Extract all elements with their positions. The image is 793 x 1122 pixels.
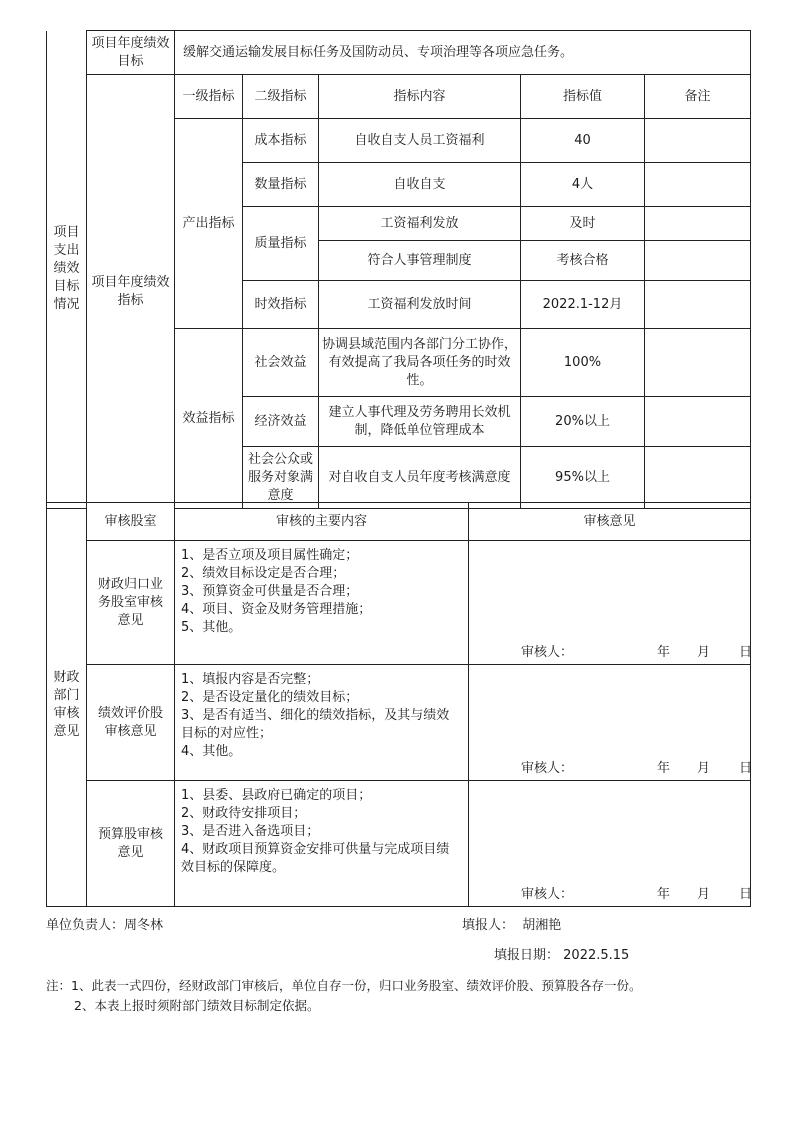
level2-cell: 数量指标 [243,163,319,207]
note-cell [645,281,751,329]
note-cell [645,207,751,241]
level2-cell: 成本指标 [243,119,319,163]
header-level2: 二级指标 [243,75,319,119]
finance-review-label: 财政部门审核意见 [53,669,80,739]
finance-review-label-cell [47,503,87,907]
content-cell: 符合人事管理制度 [319,241,521,281]
reviewer-label: 审核人： [521,887,574,902]
level2-cell: 时效指标 [243,281,319,329]
value-cell: 40 [521,119,645,163]
level2-cell: 经济效益 [243,397,319,447]
filler [462,914,561,933]
review-row [47,781,751,907]
note-cell [645,119,751,163]
review-content: 1、填报内容是否完整； 2、是否设定量化的绩效目标； 3、是否有适当、细化的绩效指标，及其与绩效目标的对应性； 4、其他。 [175,665,469,781]
content-cell: 协调县域范围内各部门分工协作，有效提高了我局各项任务的时效性。 [319,329,521,397]
header-office: 审核股室 [87,503,175,541]
note-cell [645,241,751,281]
content-cell: 建立人事代理及劳务聘用长效机制，降低单位管理成本 [319,397,521,447]
filler-label: 填报人： [462,918,515,933]
filler-name: 胡湘艳 [522,918,562,933]
level2-cell: 社会效益 [243,329,319,397]
year-label: 年 [657,761,671,776]
review-content: 1、是否立项及项目属性确定； 2、绩效目标设定是否合理； 3、预算资金可供量是否合理； 4、项目、资金及财务管理措施； 5、其他。 [175,541,469,665]
month-label: 月 [697,761,711,776]
section-label: 项目支出绩效目标情况 [53,225,80,313]
unit-leader [46,914,163,933]
review-office: 绩效评价股审核意见 [87,665,175,781]
header-value: 指标值 [521,75,645,119]
reviewer-label: 审核人： [521,645,574,660]
review-office: 财政归口业务股室审核意见 [87,541,175,665]
day-label: 日 [739,887,753,902]
year-label: 年 [657,887,671,902]
indicators-label: 项目年度绩效指标 [87,75,175,509]
fill-date-value: 2022.5.15 [563,948,630,963]
review-opinion [469,781,751,907]
review-row [47,665,751,781]
value-cell: 100% [521,329,645,397]
review-opinion [469,541,751,665]
value-cell: 20%以上 [521,397,645,447]
header-note: 备注 [645,75,751,119]
unit-leader-name: 周冬林 [124,918,164,933]
content-cell: 自收自支 [319,163,521,207]
performance-goal-table [46,30,751,509]
month-label: 月 [697,645,711,660]
note-1: 注：1、此表一式四份，经财政部门审核后，单位自存一份，归口业务股室、绩效评价股、预算股各存一份。 [46,978,642,993]
review-opinion [469,665,751,781]
content-cell: 对自收自支人员年度考核满意度 [319,447,521,509]
year-label: 年 [657,645,671,660]
note-cell [645,163,751,207]
reviewer-label: 审核人： [521,761,574,776]
header-content: 审核的主要内容 [175,503,469,541]
content-cell: 工资福利发放时间 [319,281,521,329]
fill-date-label: 填报日期： [494,948,560,963]
output-indicator-label: 产出指标 [175,119,243,329]
review-row [47,541,751,665]
content-cell: 自收自支人员工资福利 [319,119,521,163]
level2-cell: 社会公众或服务对象满意度 [243,447,319,509]
fill-date [494,944,629,963]
finance-review-table [46,502,751,907]
note-2: 2、本表上报时须附部门绩效目标制定依据。 [74,998,320,1013]
header-level1: 一级指标 [175,75,243,119]
header-opinion: 审核意见 [469,503,751,541]
unit-leader-label: 单位负责人： [46,918,125,933]
day-label: 日 [739,645,753,660]
value-cell: 95%以上 [521,447,645,509]
review-content: 1、县委、县政府已确定的项目； 2、财政待安排项目； 3、是否进入备选项目； 4、财政项目预算资金安排可供量与完成项目绩效目标的保障度。 [175,781,469,907]
annual-goal-label: 项目年度绩效目标 [87,31,175,75]
header-content: 指标内容 [319,75,521,119]
value-cell: 2022.1-12月 [521,281,645,329]
content-cell: 工资福利发放 [319,207,521,241]
value-cell: 及时 [521,207,645,241]
value-cell: 4人 [521,163,645,207]
benefit-indicator-label: 效益指标 [175,329,243,509]
section-label-cell [47,31,87,509]
month-label: 月 [697,887,711,902]
level2-cell: 质量指标 [243,207,319,281]
review-office: 预算股审核意见 [87,781,175,907]
value-cell: 考核合格 [521,241,645,281]
day-label: 日 [739,761,753,776]
annual-goal-text: 缓解交通运输发展目标任务及国防动员、专项治理等各项应急任务。 [175,31,751,75]
note-cell [645,397,751,447]
note-cell [645,447,751,509]
note-cell [645,329,751,397]
